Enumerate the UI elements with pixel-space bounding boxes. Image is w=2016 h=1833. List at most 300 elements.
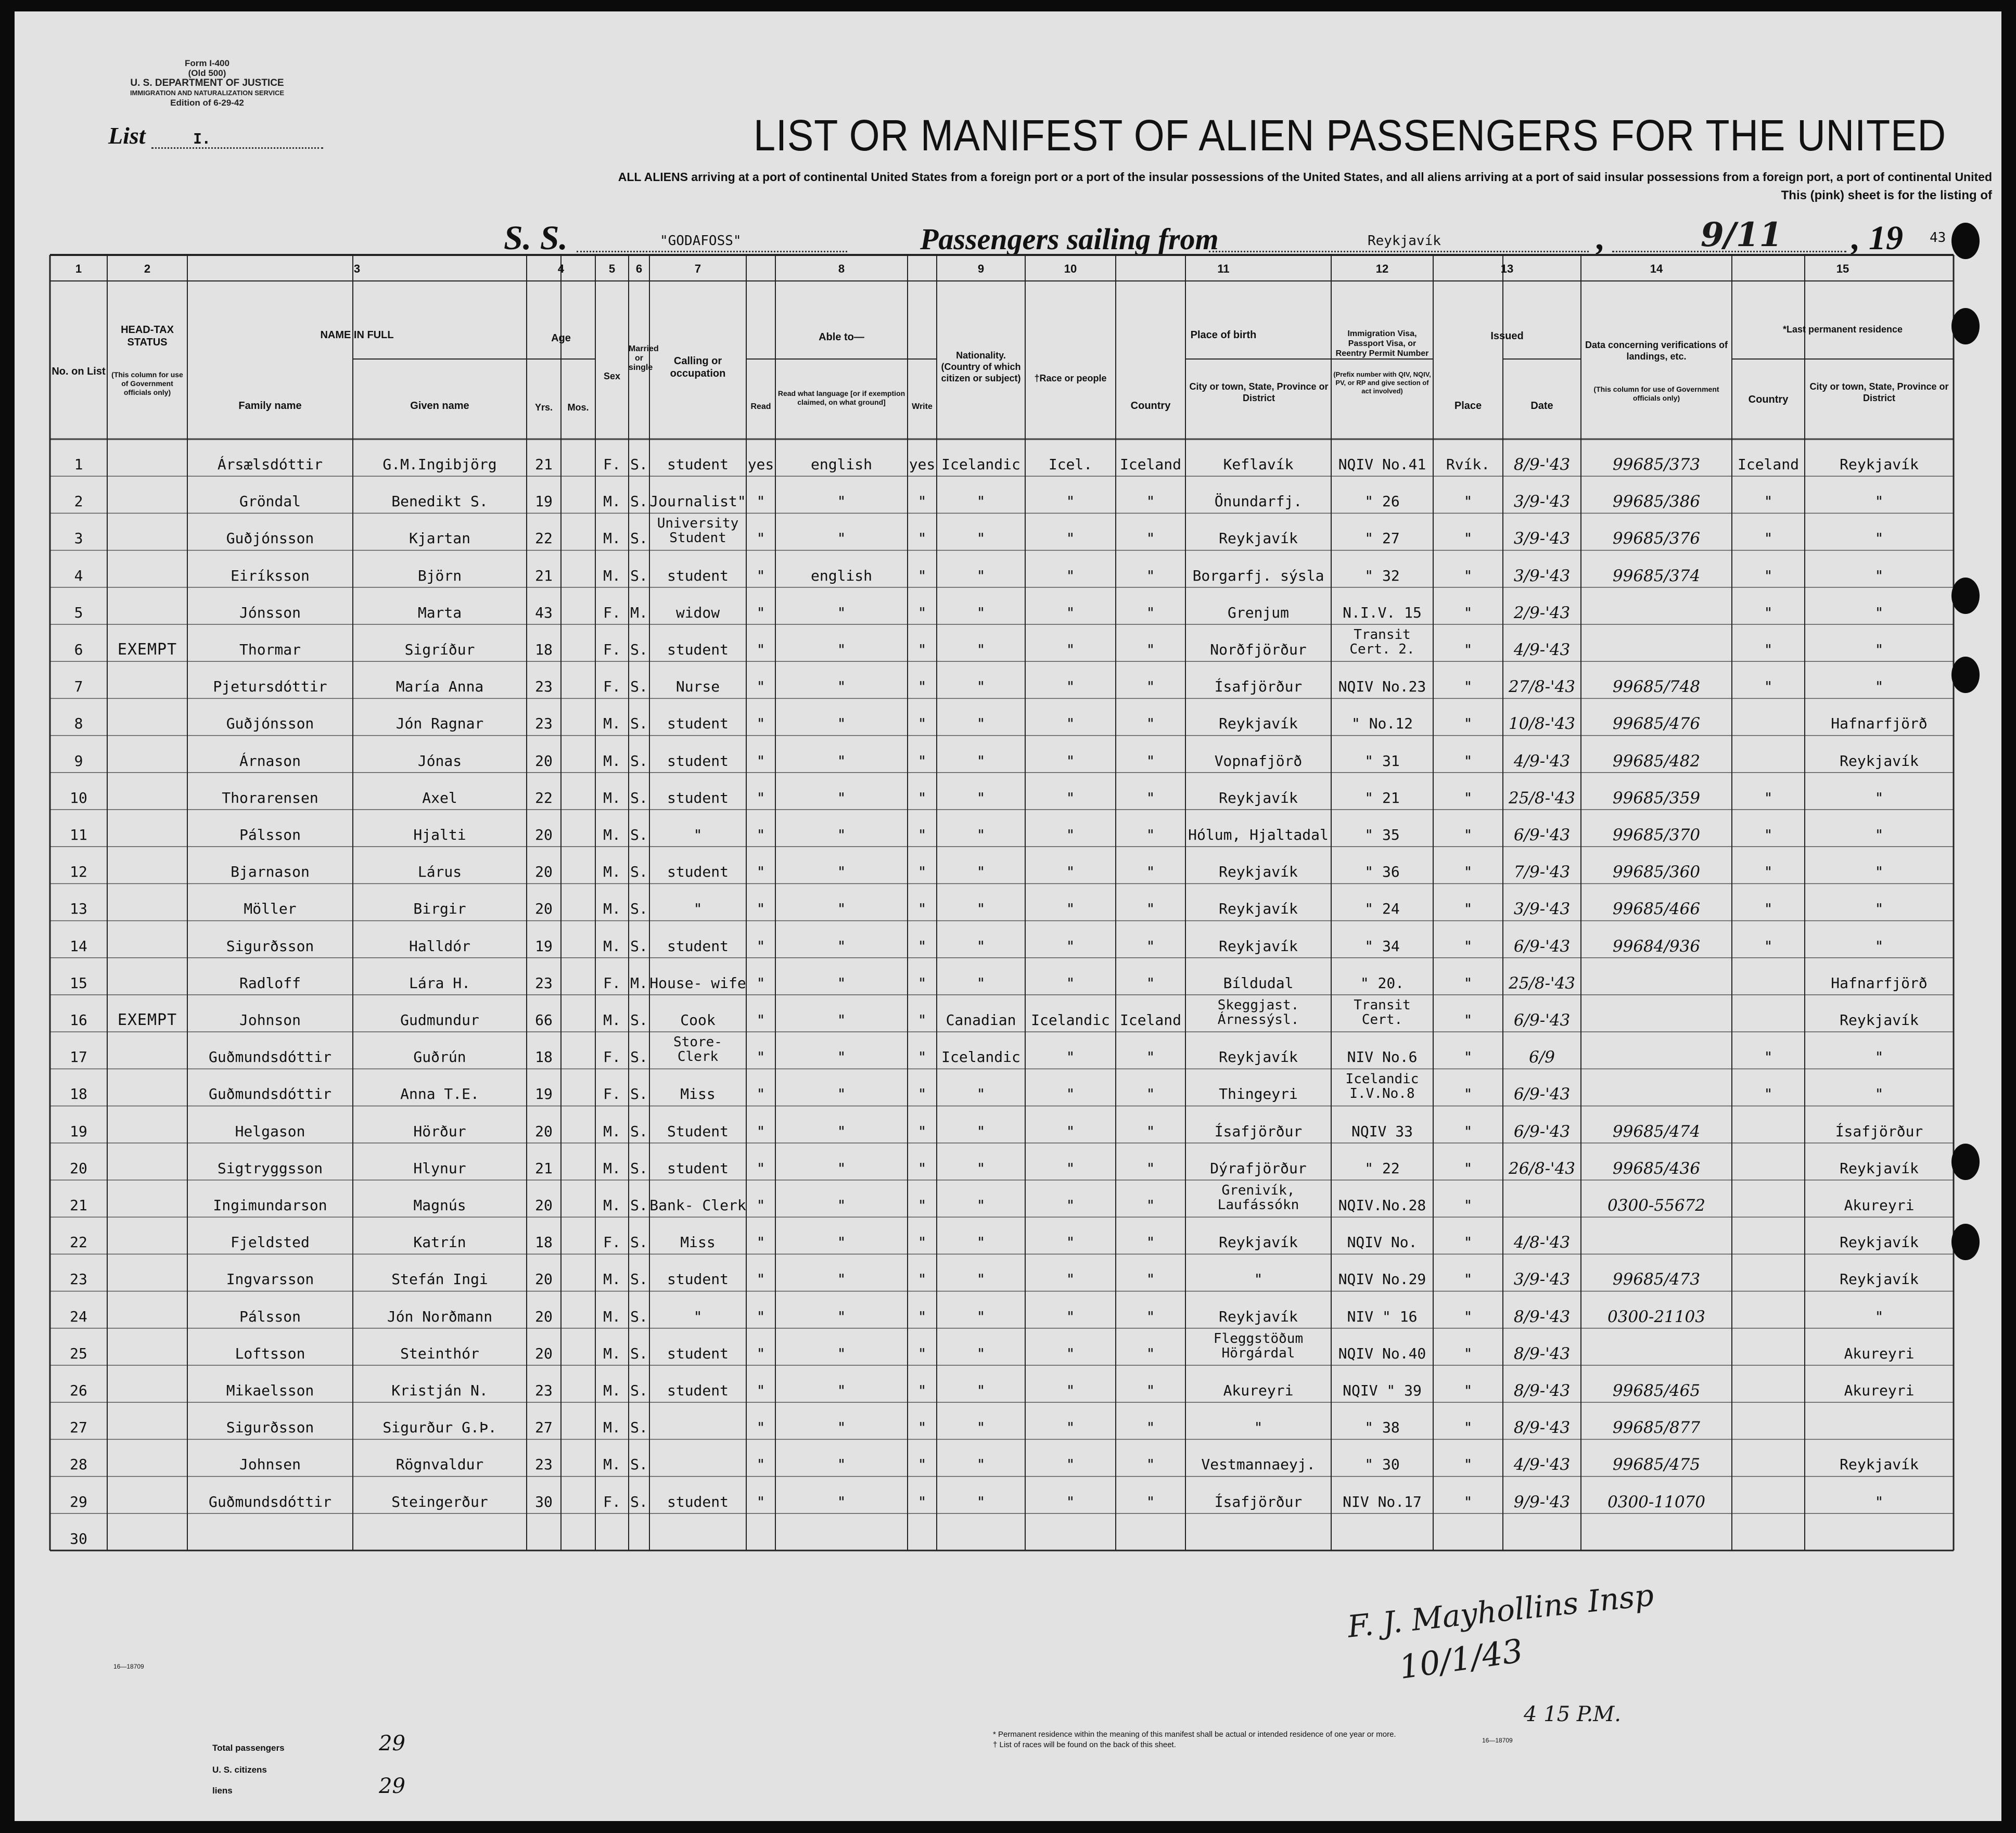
birth-country: ": [1146, 1382, 1155, 1399]
given-name: Stefán Ingi: [391, 1271, 488, 1288]
occupation: student: [667, 1271, 729, 1288]
residence-city: Reykjavík: [1840, 456, 1919, 473]
read-language: ": [837, 1122, 846, 1140]
row-number: 6: [74, 641, 83, 658]
age-years: 66: [535, 1011, 553, 1029]
can-read: ": [756, 826, 765, 843]
nationality: Canadian: [946, 1011, 1016, 1029]
given-name: Benedikt S.: [391, 493, 488, 510]
can-read: ": [756, 641, 765, 658]
col-given-name: Given name: [410, 400, 469, 412]
visa-number: N.I.V. 15: [1343, 604, 1422, 621]
visa-number: " 35: [1364, 826, 1400, 843]
can-write: ": [917, 1419, 927, 1437]
issued-place: ": [1463, 493, 1473, 510]
birth-city: Grenjum: [1227, 604, 1289, 621]
read-language: ": [837, 1159, 846, 1177]
sex: M.: [603, 937, 621, 955]
visa-number: NQIV " 39: [1343, 1382, 1422, 1399]
given-name: Halldór: [409, 937, 470, 955]
nationality: ": [976, 1197, 986, 1214]
birth-city: Fleggstöðum Hörgárdal: [1213, 1330, 1304, 1361]
given-name: Lárus: [417, 863, 462, 881]
age-years: 20: [535, 752, 553, 770]
verification: 99685/465: [1612, 1381, 1701, 1400]
occupation: Student: [667, 1122, 729, 1140]
can-write: ": [917, 789, 927, 806]
marital-status: S.: [630, 1344, 648, 1362]
birth-city: Reykjavík: [1219, 1308, 1298, 1325]
can-read: ": [756, 493, 765, 510]
col-issued-date: Date: [1530, 400, 1553, 412]
verification: 99685/386: [1612, 492, 1701, 511]
head-tax-status: EXEMPT: [117, 640, 177, 659]
birth-country: ": [1146, 1419, 1155, 1437]
age-years: 20: [535, 1271, 553, 1288]
age-years: 22: [535, 789, 553, 806]
row-number: 9: [74, 752, 83, 770]
row-number: 23: [70, 1271, 87, 1288]
age-years: 43: [535, 604, 553, 621]
occupation: student: [667, 567, 729, 584]
col-verification: Data concerning verifications of landings, etc.: [1585, 340, 1728, 362]
race: ": [1066, 1159, 1075, 1177]
row-number: 1: [74, 456, 83, 473]
read-language: ": [837, 1234, 846, 1251]
birth-city: Keflavík: [1223, 456, 1294, 473]
column-number: 2: [144, 262, 151, 275]
residence-country: ": [1764, 530, 1773, 547]
visa-number: NQIV No.: [1347, 1234, 1418, 1251]
given-name: Axel: [422, 789, 457, 806]
issued-date: 4/9-'43: [1513, 751, 1571, 771]
visa-number: NQIV.No.28: [1338, 1197, 1426, 1214]
family-name: Helgason: [235, 1122, 305, 1140]
birth-city: Önundarfj.: [1214, 493, 1303, 510]
birth-city: Reykjavík: [1219, 937, 1298, 955]
given-name: Hjalti: [413, 826, 466, 843]
col-sex: Sex: [603, 371, 621, 381]
age-years: 21: [535, 567, 553, 584]
occupation: student: [667, 937, 729, 955]
birth-city: Bíldudal: [1223, 974, 1294, 992]
marital-status: M.: [630, 604, 648, 621]
sex: F.: [603, 974, 621, 992]
issued-place: ": [1463, 826, 1473, 843]
row-number: 17: [70, 1048, 87, 1066]
nationality: ": [976, 752, 986, 770]
family-name: Sigurðsson: [226, 1419, 314, 1437]
birth-city: Dýrafjörður: [1210, 1159, 1307, 1177]
family-name: Guðmundsdóttir: [208, 1493, 331, 1510]
subtitle-line-2: This (pink) sheet is for the listing of: [1781, 188, 1992, 202]
verification: 99685/376: [1612, 529, 1701, 548]
issued-date: 3/9-'43: [1513, 1270, 1571, 1289]
read-language: ": [837, 937, 846, 955]
visa-number: " 20.: [1360, 974, 1405, 992]
birth-country: Iceland: [1119, 456, 1181, 473]
read-language: ": [837, 900, 846, 918]
given-name: Katrín: [413, 1234, 466, 1251]
visa-number: " 30: [1364, 1456, 1400, 1473]
residence-city: ": [1874, 641, 1884, 658]
can-write: ": [917, 1122, 927, 1140]
read-language: ": [837, 715, 846, 733]
issued-place: ": [1463, 1159, 1473, 1177]
visa-number: Transit Cert.: [1354, 997, 1411, 1028]
comma: ,: [1597, 219, 1605, 257]
column-number: 12: [1375, 262, 1389, 275]
age-years: 23: [535, 715, 553, 733]
race: ": [1066, 641, 1075, 658]
issued-date: 3/9-'43: [1513, 529, 1571, 548]
punch-hole: [1951, 1224, 1980, 1260]
can-read: ": [756, 752, 765, 770]
can-read: ": [756, 1344, 765, 1362]
family-name: Möller: [244, 900, 297, 918]
marital-status: S.: [630, 937, 648, 955]
read-language: ": [837, 1048, 846, 1066]
can-write: ": [917, 1308, 927, 1325]
can-read: ": [756, 604, 765, 621]
can-write: ": [917, 604, 927, 621]
us-citizens-label: U. S. citizens: [212, 1765, 267, 1775]
given-name: Kristján N.: [391, 1382, 488, 1399]
verification: 0300-21103: [1607, 1307, 1705, 1326]
marital-status: S.: [630, 826, 648, 843]
race: ": [1066, 493, 1075, 510]
issued-place: ": [1463, 604, 1473, 621]
birth-city: Reykjavík: [1219, 530, 1298, 547]
birth-city: Ísafjörður: [1214, 1493, 1303, 1510]
marital-status: S.: [630, 1011, 648, 1029]
marital-status: S.: [630, 789, 648, 806]
race: Icelandic: [1031, 1011, 1110, 1029]
birth-country: ": [1146, 1197, 1155, 1214]
verification: 99685/370: [1612, 826, 1701, 844]
column-number: 10: [1064, 262, 1077, 275]
column-number: 15: [1836, 262, 1849, 275]
birth-country: ": [1146, 789, 1155, 806]
sex: M.: [603, 1011, 621, 1029]
marital-status: S.: [630, 1419, 648, 1437]
can-read: ": [756, 1122, 765, 1140]
row-number: 15: [70, 974, 87, 992]
age-years: 30: [535, 1493, 553, 1510]
issued-place: ": [1463, 1197, 1473, 1214]
occupation: student: [667, 1493, 729, 1510]
residence-city: ": [1874, 567, 1884, 584]
issued-place: ": [1463, 937, 1473, 955]
birth-city: Reykjavík: [1219, 900, 1298, 918]
can-write: ": [917, 1344, 927, 1362]
aliens-label: liens: [212, 1786, 233, 1796]
residence-city: ": [1874, 678, 1884, 696]
marital-status: S.: [630, 456, 648, 473]
race: ": [1066, 1493, 1075, 1510]
visa-number: " 38: [1364, 1419, 1400, 1437]
sex: M.: [603, 493, 621, 510]
sex: M.: [603, 789, 621, 806]
given-name: Magnús: [413, 1197, 466, 1214]
given-name: Rögnvaldur: [395, 1456, 484, 1473]
visa-number: " 32: [1364, 567, 1400, 584]
can-write: ": [917, 900, 927, 918]
read-language: ": [837, 1382, 846, 1399]
sex: M.: [603, 715, 621, 733]
verification: 99685/360: [1612, 863, 1701, 882]
punch-hole: [1951, 578, 1980, 614]
sex: M.: [603, 900, 621, 918]
col-family-name: Family name: [238, 400, 302, 412]
issued-place: ": [1463, 1382, 1473, 1399]
row-number: 25: [70, 1344, 87, 1362]
can-write: ": [917, 974, 927, 992]
birth-city: Akureyri: [1223, 1382, 1294, 1399]
family-name: Mikaelsson: [226, 1382, 314, 1399]
visa-number: NIV No.6: [1347, 1048, 1418, 1066]
given-name: Marta: [417, 604, 462, 621]
family-name: Pálsson: [239, 826, 301, 843]
occupation: student: [667, 752, 729, 770]
can-read: yes: [747, 456, 774, 473]
row-number: 24: [70, 1308, 87, 1325]
birth-country: ": [1146, 567, 1155, 584]
family-name: Jónsson: [239, 604, 301, 621]
birth-country: ": [1146, 715, 1155, 733]
residence-country: Iceland: [1737, 456, 1799, 473]
col-married: Married or single: [629, 344, 659, 372]
column-number: 7: [694, 262, 701, 275]
verification: 0300-11070: [1607, 1492, 1705, 1511]
column-number: 1: [75, 262, 82, 275]
read-language: ": [837, 789, 846, 806]
residence-city: Akureyri: [1844, 1344, 1915, 1362]
issued-place: ": [1463, 900, 1473, 918]
column-number: 6: [635, 262, 643, 275]
row-number: 7: [74, 678, 83, 696]
nationality: ": [976, 1159, 986, 1177]
residence-city: Reykjavík: [1840, 1271, 1919, 1288]
punch-hole: [1951, 308, 1980, 344]
race: ": [1066, 715, 1075, 733]
row-number: 18: [70, 1085, 87, 1103]
col-visa-note: (Prefix number with QIV, NQIV, PV, or RP and give section of act involved): [1333, 370, 1431, 395]
can-write: ": [917, 678, 927, 696]
sex: M.: [603, 752, 621, 770]
occupation: ": [693, 1308, 703, 1325]
verification: 99685/473: [1612, 1270, 1701, 1289]
issued-date: 26/8-'43: [1508, 1159, 1576, 1178]
birth-city: Reykjavík: [1219, 863, 1298, 881]
aliens-total: [212, 1774, 405, 1798]
marital-status: S.: [630, 1048, 648, 1066]
age-years: 19: [535, 937, 553, 955]
col-res-city: City or town, State, Province or District: [1809, 381, 1949, 403]
birth-city: Borgarfj. sýsla: [1192, 567, 1324, 584]
birth-country: ": [1146, 863, 1155, 881]
family-name: Gröndal: [239, 493, 301, 510]
read-language: ": [837, 1308, 846, 1325]
marital-status: S.: [630, 1271, 648, 1288]
birth-country: ": [1146, 1122, 1155, 1140]
occupation: student: [667, 1382, 729, 1399]
residence-city: Reykjavík: [1840, 752, 1919, 770]
can-read: ": [756, 1197, 765, 1214]
nationality: ": [976, 1382, 986, 1399]
read-language: ": [837, 641, 846, 658]
nationality: ": [976, 715, 986, 733]
occupation: House- wife: [649, 974, 746, 992]
birth-country: ": [1146, 974, 1155, 992]
residence-country: ": [1764, 863, 1773, 881]
residence-country: ": [1764, 900, 1773, 918]
column-number: 11: [1217, 262, 1230, 275]
can-write: ": [917, 752, 927, 770]
row-number: 3: [74, 530, 83, 547]
col-head-tax: HEAD-TAX STATUS: [121, 324, 174, 348]
issued-place: ": [1463, 752, 1473, 770]
row-number: 8: [74, 715, 83, 733]
age-years: 20: [535, 826, 553, 843]
can-write: ": [917, 715, 927, 733]
age-years: 18: [535, 1234, 553, 1251]
form-old: (Old 500): [188, 68, 226, 78]
birth-country: ": [1146, 530, 1155, 547]
occupation: widow: [675, 604, 720, 621]
occupation: Miss: [680, 1085, 716, 1103]
nationality: Icelandic: [941, 456, 1020, 473]
residence-country: ": [1764, 1085, 1773, 1103]
us-citizens: [212, 1765, 267, 1775]
age-years: 27: [535, 1419, 553, 1437]
birth-city: Ísafjörður: [1214, 1122, 1303, 1140]
occupation: Nurse: [675, 678, 720, 696]
visa-number: NQIV No.29: [1338, 1271, 1426, 1288]
total-passengers-value: 29: [379, 1732, 405, 1755]
birth-city: Reykjavík: [1219, 1234, 1298, 1251]
sex: M.: [603, 1159, 621, 1177]
row-number: 21: [70, 1197, 87, 1214]
age-years: 20: [535, 1344, 553, 1362]
occupation: student: [667, 863, 729, 881]
nationality: ": [976, 530, 986, 547]
given-name: María Anna: [395, 678, 484, 696]
col-issued: Issued: [1490, 330, 1524, 342]
race: ": [1066, 1048, 1075, 1066]
col-birth-country: Country: [1130, 400, 1171, 412]
family-name: Fjeldsted: [231, 1234, 310, 1251]
marital-status: S.: [630, 530, 648, 547]
issued-date: 8/9-'43: [1513, 1418, 1571, 1438]
sex: M.: [603, 1456, 621, 1473]
birth-country: ": [1146, 493, 1155, 510]
read-language: english: [810, 567, 872, 584]
race: ": [1066, 752, 1075, 770]
family-name: Ingvarsson: [226, 1271, 314, 1288]
nationality: ": [976, 1271, 986, 1288]
nationality: ": [976, 567, 986, 584]
can-write: ": [917, 1011, 927, 1029]
can-read: ": [756, 1271, 765, 1288]
marital-status: S.: [630, 863, 648, 881]
birth-country: ": [1146, 937, 1155, 955]
sex: F.: [603, 1085, 621, 1103]
row-number: 11: [70, 826, 87, 843]
occupation: student: [667, 1344, 729, 1362]
verification: 99685/359: [1612, 788, 1701, 807]
race: ": [1066, 1456, 1075, 1473]
can-read: ": [756, 900, 765, 918]
col-read-what: Read what language [or if exemption claimed, on what ground]: [777, 389, 905, 406]
page-title: LIST OR MANIFEST OF ALIEN PASSENGERS FOR THE UNITED: [754, 111, 1946, 160]
verification: 99685/436: [1612, 1159, 1701, 1178]
residence-city: Reykjavík: [1840, 1234, 1919, 1251]
column-number: 5: [608, 262, 616, 275]
nationality: ": [976, 974, 986, 992]
birth-country: ": [1146, 1344, 1155, 1362]
issued-date: 6/9-'43: [1513, 1085, 1571, 1104]
marital-status: S.: [630, 1308, 648, 1325]
race: ": [1066, 826, 1075, 843]
sex: M.: [603, 863, 621, 881]
can-read: ": [756, 937, 765, 955]
sex: F.: [603, 456, 621, 473]
col-calling: Calling or occupation: [670, 355, 726, 379]
read-language: ": [837, 678, 846, 696]
family-name: Eiríksson: [231, 567, 310, 584]
issued-place: ": [1463, 1308, 1473, 1325]
occupation: student: [667, 641, 729, 658]
col-issued-place: Place: [1454, 400, 1482, 412]
age-years: 19: [535, 1085, 553, 1103]
race: ": [1066, 1122, 1075, 1140]
birth-city: Grenivík, Laufássókn: [1217, 1183, 1299, 1213]
residence-country: ": [1764, 641, 1773, 658]
residence-country: ": [1764, 937, 1773, 955]
race: ": [1066, 1085, 1075, 1103]
nationality: ": [976, 1493, 986, 1510]
issued-place: ": [1463, 1085, 1473, 1103]
residence-city: ": [1874, 900, 1884, 918]
signature-date: 10/1/43: [1397, 1631, 1525, 1687]
issued-date: 2/9-'43: [1513, 603, 1571, 622]
departure-port: Reykjavík: [1368, 233, 1441, 249]
age-years: 21: [535, 456, 553, 473]
race: Icel.: [1048, 456, 1093, 473]
column-number: 3: [353, 262, 361, 275]
issued-place: ": [1463, 863, 1473, 881]
visa-number: " 36: [1364, 863, 1400, 881]
issued-date: 8/9-'43: [1513, 1381, 1571, 1400]
given-name: Sigríður: [404, 641, 475, 658]
issued-date: 7/9-'43: [1513, 863, 1571, 882]
occupation: ": [693, 826, 703, 843]
age-years: 20: [535, 900, 553, 918]
issued-place: ": [1463, 1122, 1473, 1140]
visa-number: NQIV No.41: [1338, 456, 1426, 473]
given-name: Jón Norðmann: [387, 1308, 493, 1325]
can-write: ": [917, 567, 927, 584]
nationality: ": [976, 1419, 986, 1437]
can-write: ": [917, 826, 927, 843]
verification: 99685/475: [1612, 1455, 1701, 1475]
residence-city: Reykjavík: [1840, 1456, 1919, 1473]
year-suffix: 43: [1930, 230, 1946, 246]
residence-city: ": [1874, 826, 1884, 843]
age-years: 20: [535, 1308, 553, 1325]
family-name: Ingimundarson: [213, 1197, 327, 1214]
